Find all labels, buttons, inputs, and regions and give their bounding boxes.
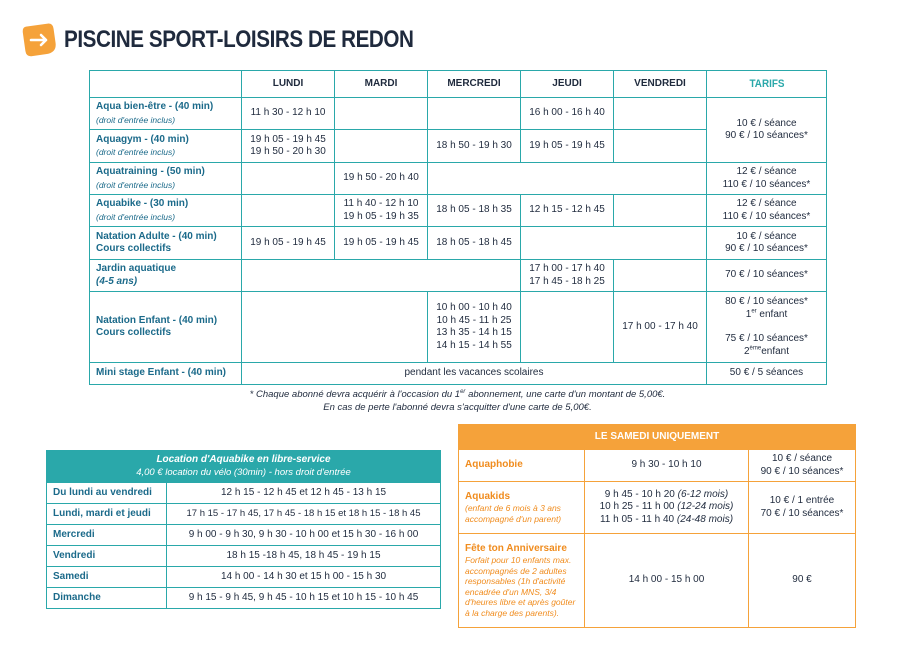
price-cell	[749, 450, 856, 482]
activity-note: (droit d'entrée inclus)	[96, 114, 176, 125]
day-header: VENDREDI	[614, 71, 707, 98]
arrow-right-icon	[22, 23, 56, 57]
activity-name: Aquabike - (30 min)	[96, 198, 189, 209]
table-row	[90, 98, 827, 130]
price-cell	[749, 482, 856, 534]
time-slot: 11 h 30 - 12 h 10	[242, 98, 335, 130]
day-header: LUNDI	[242, 71, 335, 98]
footnote	[89, 388, 826, 414]
footnote-text: abonnement, une carte d'un montant de 5,00€.	[465, 389, 666, 400]
empty-slot	[521, 292, 614, 363]
price-line: 12 € / séance	[736, 198, 797, 209]
empty-slot	[428, 98, 521, 130]
table-row	[47, 546, 441, 567]
time-slot: 18 h 05 - 18 h 35	[428, 195, 521, 227]
empty-slot	[242, 195, 335, 227]
time-slot: 12 h 15 - 12 h 45	[521, 195, 614, 227]
time-line: 13 h 35 - 14 h 15	[436, 327, 512, 338]
ordinal-suffix: er	[751, 308, 757, 315]
price-cell: 70 € / 10 séances*	[707, 260, 827, 292]
price-line	[709, 346, 824, 359]
time-line: 19 h 05 - 19 h 35	[343, 210, 419, 222]
empty-slot	[242, 292, 428, 363]
price-line: 80 € / 10 séances*	[725, 296, 808, 307]
age-range: (6-12 mois)	[677, 488, 729, 500]
price-cell: 90 €	[749, 534, 856, 628]
page-title: PISCINE SPORT-LOISIRS DE REDON	[64, 26, 414, 53]
time-slot: 19 h 05 - 19 h 45	[335, 227, 428, 260]
time-slot	[242, 130, 335, 163]
table-row	[47, 588, 441, 609]
time-line: 17 h 45 - 18 h 25	[529, 275, 605, 287]
footnote-line: En cas de perte l'abonné devra s'acquitter d'une carte de 5,00€.	[323, 402, 592, 413]
time-slot: pendant les vacances scolaires	[242, 363, 707, 385]
activity-name: Jardin aquatique	[96, 263, 177, 274]
time-slot	[335, 195, 428, 227]
aquabike-table	[46, 450, 441, 609]
time-slot: 17 h 00 - 17 h 40	[614, 292, 707, 363]
activity-cell	[90, 163, 242, 195]
samedi-header-row	[459, 425, 856, 450]
table-row	[47, 504, 441, 525]
time-slot: 14 h 00 - 14 h 30 et 15 h 00 - 15 h 30	[167, 567, 441, 588]
activity-name: Aquagym - (40 min)	[96, 133, 189, 145]
time-text: 11 h 05 - 11 h 40	[599, 513, 677, 525]
time-line: 14 h 15 - 14 h 55	[436, 339, 512, 351]
ordinal: 2	[743, 345, 750, 357]
time-line: 10 h 45 - 11 h 25	[436, 314, 512, 326]
table-row	[90, 163, 827, 195]
empty-slot	[614, 260, 707, 292]
time-slot: 12 h 15 - 12 h 45 et 12 h 45 - 13 h 15	[167, 483, 441, 504]
samedi-header: LE SAMEDI UNIQUEMENT	[459, 425, 856, 450]
empty-slot	[242, 260, 521, 292]
day-label: Vendredi	[47, 546, 167, 567]
age-range: (24-48 mois)	[676, 513, 734, 525]
activity-note: (droit d'entrée inclus)	[96, 147, 176, 157]
tarifs-header: TARIFS	[713, 71, 821, 98]
table-row	[90, 363, 827, 385]
day-label: Du lundi au vendredi	[47, 483, 167, 504]
activity-name: Aquatraining - (50 min)	[96, 166, 205, 177]
price-line: 10 € / séance	[771, 453, 833, 464]
table-row	[90, 260, 827, 292]
day-header: MERCREDI	[428, 71, 521, 98]
price-line: 12 € / séance	[736, 166, 797, 177]
time-slot: 17 h 15 - 17 h 45, 17 h 45 - 18 h 15 et 18 h 15 - 18 h 45	[167, 504, 441, 525]
aquabike-header-row	[47, 451, 441, 483]
time-slot	[428, 292, 521, 363]
footnote-text: * Chaque abonné devra acquérir à l'occasion du 1	[249, 389, 461, 400]
activity-cell	[90, 292, 242, 363]
time-line: 19 h 50 - 20 h 30	[250, 146, 326, 157]
aquabike-title: Location d'Aquabike en libre-service	[156, 454, 331, 465]
price-line	[709, 309, 824, 322]
empty-slot	[614, 130, 707, 163]
activity-note: (4-5 ans)	[96, 275, 138, 287]
price-line: 10 € / 1 entrée	[769, 495, 835, 506]
activity-note: (enfant de 6 mois à 3 ans accompagné d'un parent)	[465, 503, 562, 524]
time-slot	[521, 260, 614, 292]
table-row	[90, 227, 827, 260]
time-line	[585, 514, 748, 527]
time-text: 10 h 25 - 11 h 00	[599, 501, 678, 513]
ordinal: 1	[745, 308, 752, 320]
aquabike-subtitle: 4,00 € location du vélo (30min) - hors droit d'entrée	[136, 466, 351, 478]
empty-slot	[335, 130, 428, 163]
day-label: Mercredi	[47, 525, 167, 546]
time-slot: 9 h 00 - 9 h 30, 9 h 30 - 10 h 00 et 15 h 30 - 16 h 00	[167, 525, 441, 546]
day-label: Dimanche	[47, 588, 167, 609]
activity-cell	[459, 482, 585, 534]
empty-slot	[614, 98, 707, 130]
price-line: 70 € / 10 séances*	[760, 507, 844, 519]
time-slot: 18 h 15 -18 h 45, 18 h 45 - 19 h 15	[167, 546, 441, 567]
day-label: Lundi, mardi et jeudi	[47, 504, 167, 525]
activity-cell	[90, 260, 242, 292]
table-row	[47, 567, 441, 588]
time-line: 17 h 00 - 17 h 40	[529, 263, 605, 274]
table-row	[459, 482, 856, 534]
ordinal-label: enfant	[761, 345, 790, 357]
price-line: 90 € / 10 séances*	[725, 243, 808, 254]
time-line: 19 h 05 - 19 h 45	[250, 133, 326, 145]
activity-cell	[90, 130, 242, 163]
activity-name: Fête ton Anniversaire	[465, 542, 567, 554]
day-header: JEUDI	[521, 71, 614, 98]
price-cell	[707, 195, 827, 227]
activity-note: (droit d'entrée inclus)	[96, 211, 176, 222]
time-slot: 16 h 00 - 16 h 40	[521, 98, 614, 130]
empty-slot	[335, 98, 428, 130]
day-header: MARDI	[335, 71, 428, 98]
time-slot: 9 h 15 - 9 h 45, 9 h 45 - 10 h 15 et 10 h 15 - 10 h 45	[167, 588, 441, 609]
price-line: 10 € / séance	[736, 117, 797, 129]
activity-name: Mini stage Enfant - (40 min)	[96, 367, 227, 379]
time-line	[585, 501, 748, 514]
activity-name: Natation Enfant - (40 min)	[96, 314, 218, 326]
empty-slot	[614, 195, 707, 227]
activity-cell	[90, 363, 242, 385]
table-row	[459, 450, 856, 482]
time-text: 9 h 45 - 10 h 20	[604, 488, 678, 500]
ordinal-label: enfant	[756, 308, 788, 320]
activity-name: Natation Adulte - (40 min)	[96, 230, 217, 242]
spacer	[709, 321, 824, 333]
day-label: Samedi	[47, 567, 167, 588]
ordinal-suffix: ème	[749, 345, 762, 352]
price-cell	[707, 98, 827, 163]
activity-name: Cours collectifs	[96, 327, 172, 338]
activity-cell	[459, 534, 585, 628]
schedule-header-row	[90, 71, 827, 98]
price-line: 90 € / 10 séances*	[760, 465, 844, 477]
time-slot: 18 h 05 - 18 h 45	[428, 227, 521, 260]
table-row	[47, 525, 441, 546]
samedi-table	[458, 424, 856, 628]
time-slot: 18 h 50 - 19 h 30	[428, 130, 521, 163]
price-line: 110 € / 10 séances*	[722, 178, 811, 190]
price-cell	[707, 292, 827, 363]
activity-cell	[90, 195, 242, 227]
table-row	[459, 534, 856, 628]
ordinal-suffix: er	[460, 388, 466, 395]
price-line: 75 € / 10 séances*	[725, 333, 808, 344]
price-cell	[707, 163, 827, 195]
activity-name: Cours collectifs	[96, 243, 172, 254]
header-corner	[90, 71, 242, 98]
empty-slot	[242, 163, 335, 195]
activity-name: Aquaphobie	[465, 459, 523, 471]
activity-name: Aquakids	[465, 490, 511, 502]
empty-slot	[521, 227, 707, 260]
time-slot: 19 h 05 - 19 h 45	[521, 130, 614, 163]
footnote-line	[89, 388, 826, 401]
aquabike-header	[47, 451, 441, 483]
time-line: 10 h 00 - 10 h 40	[436, 302, 512, 313]
time-slot: 19 h 50 - 20 h 40	[335, 163, 428, 195]
activity-cell	[90, 227, 242, 260]
price-line: 110 € / 10 séances*	[722, 210, 811, 222]
table-row	[90, 292, 827, 363]
price-cell	[707, 227, 827, 260]
age-range: (12-24 mois)	[677, 501, 734, 513]
time-slot: 19 h 05 - 19 h 45	[242, 227, 335, 260]
time-slot	[585, 482, 749, 534]
page-header	[22, 22, 470, 58]
table-row	[47, 483, 441, 504]
schedule-table	[89, 70, 827, 385]
activity-note: Forfait pour 10 enfants max. accompagnés de 2 adultes responsables (1h d'activité encadrée d'un MNS, 3/4 d'heures libre et après goûter à la charge des parents).	[465, 555, 576, 618]
empty-slot	[428, 163, 707, 195]
activity-cell	[90, 98, 242, 130]
activity-cell	[459, 450, 585, 482]
table-row	[90, 195, 827, 227]
time-slot: 9 h 30 - 10 h 10	[585, 450, 749, 482]
activity-name: Aqua bien-être - (40 min)	[96, 101, 214, 112]
price-line: 90 € / 10 séances*	[725, 130, 808, 141]
time-line: 11 h 40 - 12 h 10	[343, 198, 419, 209]
activity-note: (droit d'entrée inclus)	[96, 179, 176, 190]
time-line	[585, 489, 748, 502]
price-line: 10 € / séance	[736, 230, 797, 242]
price-cell: 50 € / 5 séances	[707, 363, 827, 385]
time-slot: 14 h 00 - 15 h 00	[585, 534, 749, 628]
